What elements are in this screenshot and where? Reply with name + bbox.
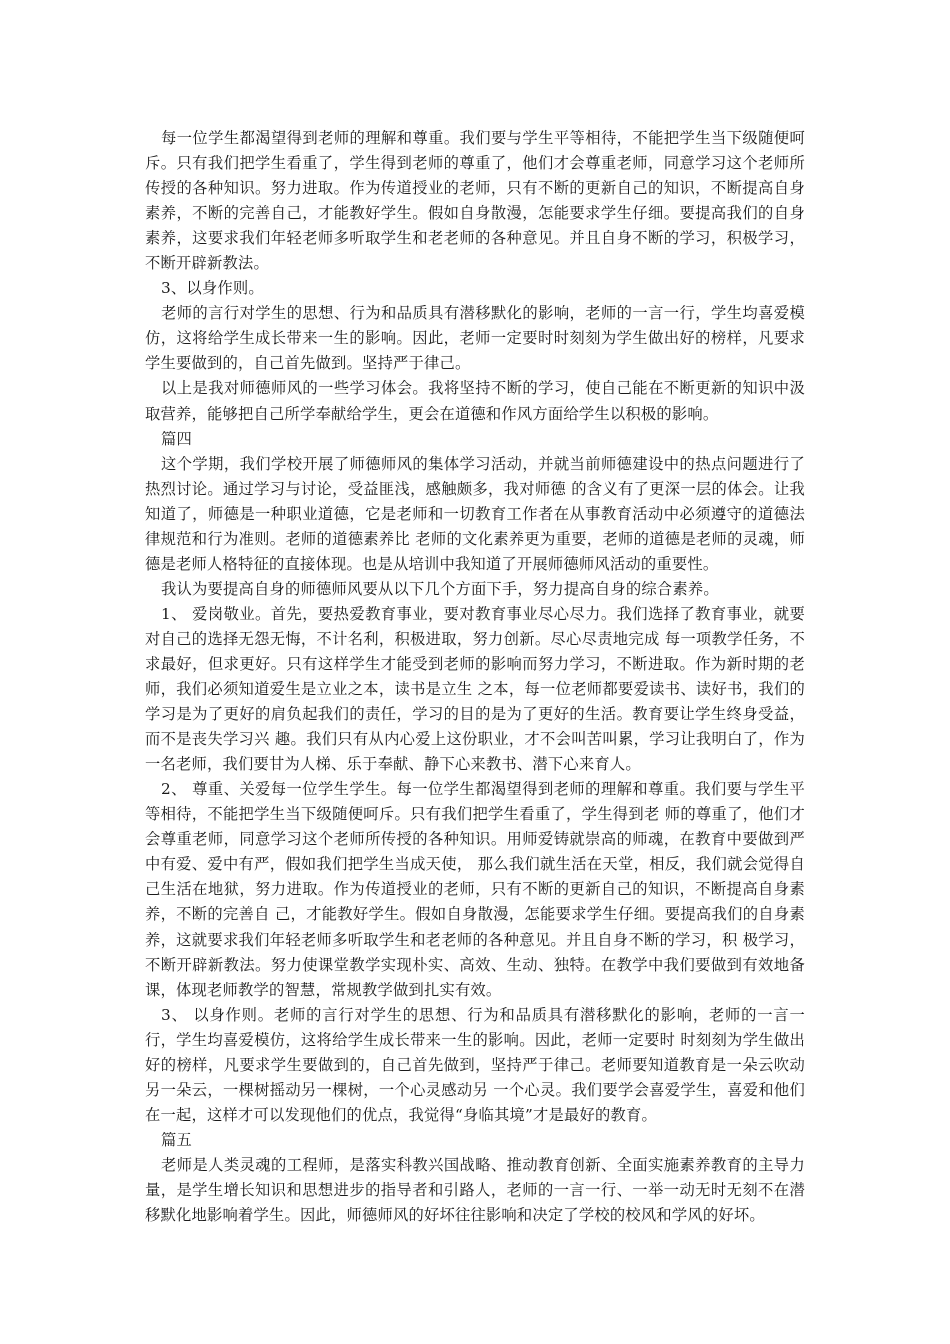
section-heading: 篇五: [161, 1130, 192, 1149]
paragraph: 老师的言行对学生的思想、行为和品质具有潜移默化的影响，老师的一言一行，学生均喜爱模仿，这将给学生成长带来一生的影响。因此，老师一定要时时刻刻为学生做出好的榜样，凡要求学生要做到的，自己首先做到。坚持严于律己。: [145, 304, 805, 373]
document-body: [145, 126, 805, 1228]
paragraph: 以上是我对师德师风的一些学习体会。我将坚持不断的学习，使自己能在不断更新的知识中汲取营养，能够把自己所学奉献给学生，更会在道德和作风方面给学生以积极的影响。: [145, 379, 805, 423]
paragraph: 我认为要提高自身的师德师风要从以下几个方面下手，努力提高自身的综合素养。: [161, 579, 719, 598]
paragraph: 1、 爱岗敬业。首先，要热爱教育事业，要对教育事业尽心尽力。我们选择了教育事业，就要对自己的选择无怨无悔，不计名利，积极进取，努力创新。尽心尽责地完成 每一项教学任务，不求最好，但求更好。只有这样学生才能受到老师的影响而努力学习，不断进取。作为新时期的老师，我们必须知道爱生是立业之本，读书是立生 之本，每一位老师都要爱读书、读好书，我们的学习是为了更好的肩负起我们的责任，学习的目的是为了更好的生活。教育要让学生终身受益，而不是丧失学习兴 趣。我们只有从内心爱上这份职业，才不会叫苦叫累，学习让我明白了，作为一名老师，我们要甘为人梯、乐于奉献、静下心来教书、潜下心来育人。: [145, 604, 805, 774]
paragraph: 老师是人类灵魂的工程师，是落实科教兴国战略、推动教育创新、全面实施素养教育的主导力量，是学生增长知识和思想进步的指导者和引路人，老师的一言一行、一举一动无时无刻不在潜移默化地影响着学生。因此，师德师风的好坏往往影响和决定了学校的校风和学风的好坏。: [145, 1155, 805, 1225]
paragraph: 3、 以身作则。老师的言行对学生的思想、行为和品质具有潜移默化的影响，老师的一言一行，学生均喜爱模仿，这将给学生成长带来一生的影响。因此，老师一定要时 时刻刻为学生做出好的榜样，凡要求学生要做到的，自己首先做到，坚持严于律己。老师要知道教育是一朵云吹动另一朵云，一棵树摇动另一棵树，一个心灵感动另 一个心灵。我们要学会喜爱学生，喜爱和他们在一起，这样才可以发现他们的优点，我觉得“身临其境”才是最好的教育。: [145, 1005, 805, 1124]
paragraph: 3、以身作则。: [161, 279, 264, 298]
paragraph: 2、 尊重、关爱每一位学生学生。每一位学生都渴望得到老师的理解和尊重。我们要与学生平等相待，不能把学生当下级随便呵斥。只有我们把学生看重了，学生得到老 师的尊重了，他们才会尊重老师，同意学习这个老师所传授的各种知识。用师爱铸就崇高的师魂，在教育中要做到严中有爱、爱中有严，假如我们把学生当成天使， 那么我们就生活在天堂，相反，我们就会觉得自己生活在地狱，努力进取。作为传道授业的老师，只有不断的更新自己的知识，不断提高自身素养，不断的完善自 己，才能教好学生。假如自身散漫，怎能要求学生仔细。要提高我们的自身素养，这就要求我们年轻老师多听取学生和老老师的各种意见。并且自身不断的学习，积 极学习，不断开辟新教法。努力使课堂教学实现朴实、高效、生动、独特。在教学中我们要做到有效地备课，体现老师教学的智慧，常规教学做到扎实有效。: [145, 780, 805, 999]
paragraph: 这个学期，我们学校开展了师德师风的集体学习活动，并就当前师德建设中的热点问题进行了热烈讨论。通过学习与讨论，受益匪浅，感触颇多，我对师德 的含义有了更深一层的体会。让我知道了，师德是一种职业道德，它是老师和一切教育工作者在从事教育活动中必须遵守的道德法律规范和行为准则。老师的道德素养比 老师的文化素养更为重要，老师的道德是老师的灵魂，师德是老师人格特征的直接体现。也是从培训中我知道了开展师德师风活动的重要性。: [145, 454, 805, 573]
section-heading: 篇四: [161, 429, 192, 448]
paragraph: 每一位学生都渴望得到老师的理解和尊重。我们要与学生平等相待，不能把学生当下级随便呵斥。只有我们把学生看重了，学生得到老师的尊重了，他们才会尊重老师，同意学习这个老师所传授的各种知识。努力进取。作为传道授业的老师，只有不断的更新自己的知识，不断提高自身素养，不断的完善自己，才能教好学生。假如自身散漫，怎能要求学生仔细。要提高我们的自身素养，这要求我们年轻老师多听取学生和老老师的各种意见。并且自身不断的学习，积极学习，不断开辟新教法。: [145, 129, 805, 273]
